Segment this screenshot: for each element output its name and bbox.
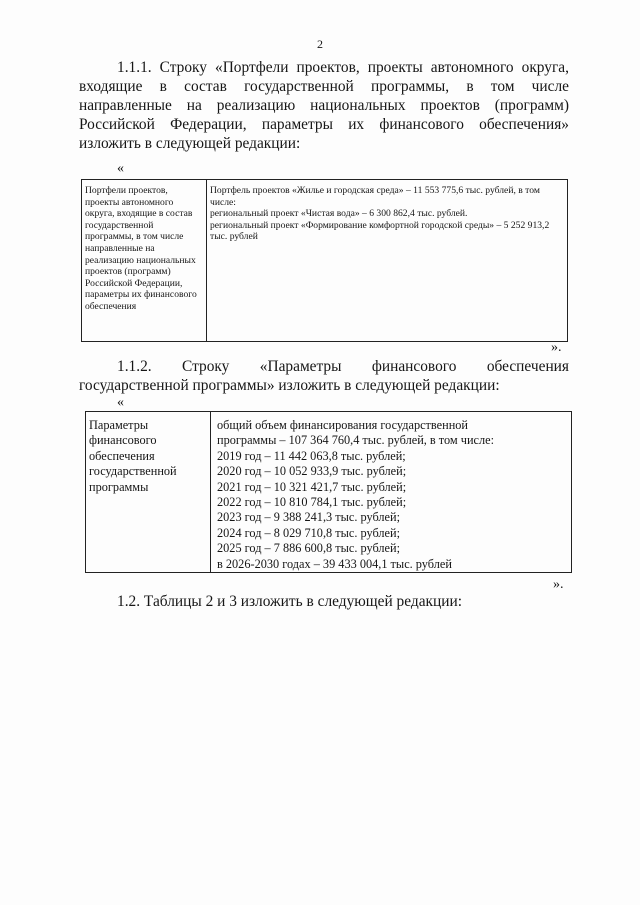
financing-line: 2025 год – 7 886 600,8 тыс. рублей; <box>217 541 400 556</box>
portfolio-table <box>81 179 568 342</box>
section-1-1-2-text: 1.1.2. Строку «Параметры финансового обеспечения государственной программы» изложить в следующей редакции: <box>79 358 569 394</box>
financing-line: 2022 год – 10 810 784,1 тыс. рублей; <box>217 495 407 510</box>
financing-table <box>85 411 572 573</box>
page-number: 2 <box>317 37 323 51</box>
quote-open-2: « <box>117 395 124 410</box>
financing-line: 2020 год – 10 052 933,9 тыс. рублей; <box>217 464 407 479</box>
financing-label-cell: Параметры финансового обеспечения государственной программы <box>86 412 211 573</box>
quote-open-1: « <box>117 161 124 176</box>
financing-line: в 2026-2030 годах – 39 433 004,1 тыс. рублей <box>217 556 452 571</box>
quote-close-1: ». <box>551 340 562 355</box>
portfolio-label-cell: Портфели проектов, проекты автономного округа, входящие в состав государственной программы, в том числе направленные на реализацию национальных проектов (программ) Российской Федерации, параметры их финансового обеспечения <box>82 180 207 342</box>
portfolio-line: региональный проект «Формирование комфортной городской среды» – 5 252 913,2 тыс. рублей <box>210 219 550 243</box>
financing-line: 2023 год – 9 388 241,3 тыс. рублей; <box>217 510 400 525</box>
portfolio-value-cell <box>207 180 568 342</box>
financing-line: общий объем финансирования государственной <box>217 418 469 432</box>
portfolio-line: Портфель проектов «Жилье и городская среда» – 11 553 775,6 тыс. рублей, в том числе: <box>210 185 540 208</box>
financing-line: 2021 год – 10 321 421,7 тыс. рублей; <box>217 479 407 494</box>
financing-line: программы – 107 364 760,4 тыс. рублей, в том числе: <box>217 433 495 448</box>
portfolio-line: региональный проект «Чистая вода» – 6 300 862,4 тыс. рублей. <box>210 208 468 220</box>
financing-line: 2019 год – 11 442 063,8 тыс. рублей; <box>217 448 406 463</box>
quote-close-2: ». <box>553 577 564 592</box>
section-1-2-text: 1.2. Таблицы 2 и 3 изложить в следующей редакции: <box>117 593 463 610</box>
financing-line: 2024 год – 8 029 710,8 тыс. рублей; <box>217 525 400 540</box>
section-1-1-1-text: 1.1.1. Строку «Портфели проектов, проекты автономного округа, входящие в состав государственной программы, в том числе направленные на реализацию национальных проектов (программ) Российской Федерации, параметры их финансового обеспечения» изложить в следующей редакции: <box>79 59 569 152</box>
financing-value-cell <box>211 412 572 573</box>
